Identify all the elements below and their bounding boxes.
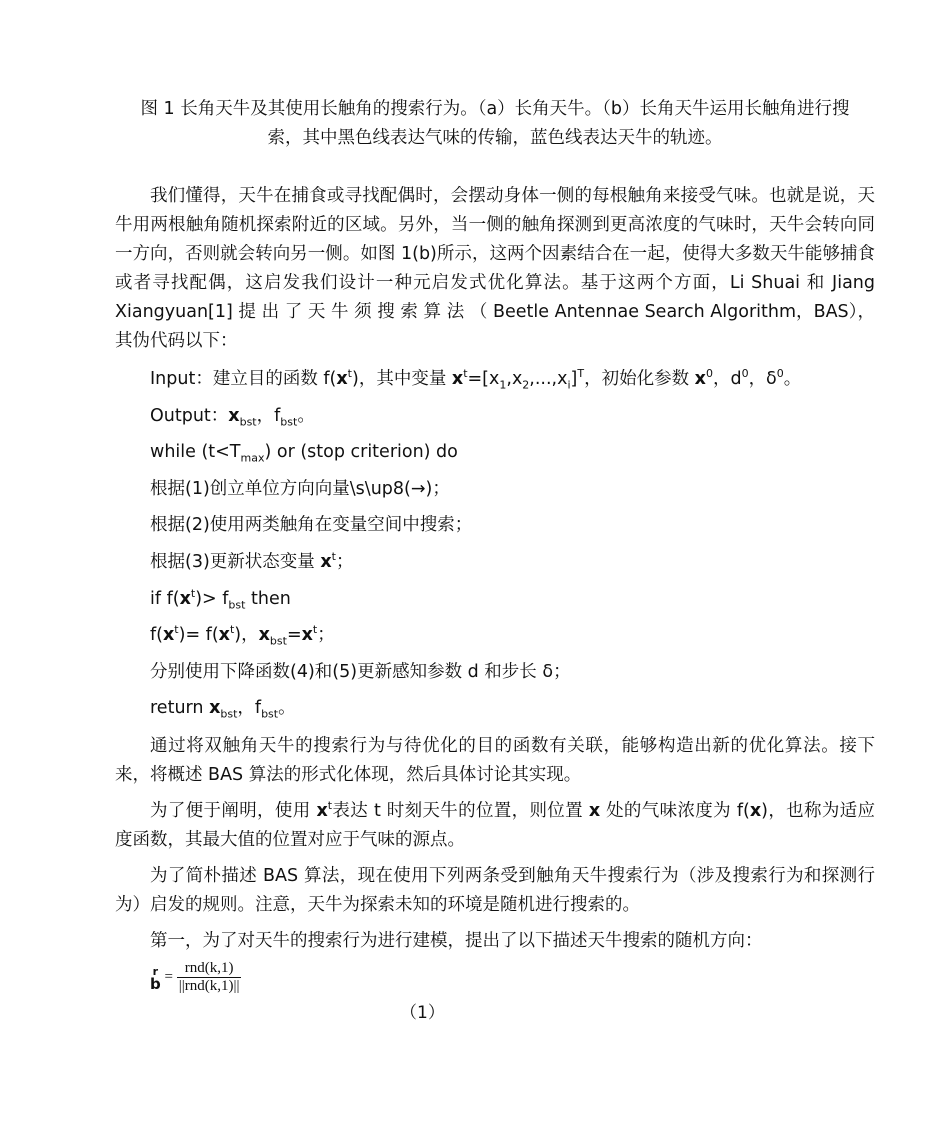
fraction-numerator: rnd(k,1) <box>177 960 242 978</box>
paragraph-rules-intro: 为了简朴描述 BAS 算法，现在使用下列两条受到触角天牛搜索行为（涉及搜索行为和探测行为）启发的规则。注意，天牛为探索未知的环境是随机进行搜索的。 <box>115 866 875 915</box>
equation-number: （1） <box>400 1003 445 1023</box>
pseudo-step-3: 根据(3)更新状态变量 $x^t$； <box>150 550 354 572</box>
pseudo-assign-line: $f(x^t)= f(x^t)$，$x_{bst}=x^t$； <box>150 623 335 648</box>
paragraph-random-direction: 第一，为了对天牛的搜索行为进行建模，提出了以下描述天牛搜索的随机方向： <box>150 931 763 951</box>
fraction-denominator: ||rnd(k,1)|| <box>178 978 240 994</box>
pseudo-output-line: Output：$x_{bst}$，$f_{bst}$。 <box>150 406 315 429</box>
pseudo-step-4: 分别使用下降函数(4)和(5)更新感知参数 d 和步长 δ； <box>150 662 571 682</box>
paragraph-position-definition: 为了便于阐明，使用 $x^t$表达 t 时刻天牛的位置，则位置 x 处的气味浓度为 f(x)，也称为适应度函数，其最大值的位置对应于气味的源点。 <box>115 799 876 850</box>
intro-paragraph: 我们懂得，天牛在捕食或寻找配偶时，会摆动身体一侧的每根触角来接受气味。也就是说，天牛用两根触角随机探索附近的区域。另外，当一侧的触角探测到更高浓度的气味时，天牛会转向同一方向，否则就会转向另一侧。如图 1(b)所示，这两个因素结合在一起，使得大多数天牛能够捕食或者寻找配偶，这启发我们设计一种元启发式优化算法。基于这两个方面，Li Shuai 和 Jiang Xiangyuan[1] 提 出 了 天 牛 须 搜 索 算 法 （ Beetle Antennae Search Algorithm，BAS），其伪代码以下： <box>115 186 875 351</box>
pseudo-step-1: 根据(1)创立单位方向向量\s\up8(→)； <box>150 479 450 499</box>
figure-caption <box>115 95 875 153</box>
equation-1: r b = $\frac{\text{rnd(k,1)}}{\text{||rnd(k,1)||}}$ <box>150 960 240 994</box>
caption-line-1: 图 1 长角天牛及其使用长触角的搜索行为。（a）长角天牛。（b）长角天牛运用长触角进行搜 <box>140 99 850 119</box>
pseudo-input-line: Input：建立目的函数 $f(x^t)$，其中变量 $x^t=[x_1,x_2,...,x_i]^T$，初始化参数 $x^0$，$d^0$，$\delta^0$。 <box>150 367 802 392</box>
vector-arrow-mark: r <box>152 964 159 978</box>
pseudo-while-line: while $(t<T_{max})$ or (stop criterion) do <box>150 442 458 465</box>
pseudo-return-line: return $x_{bst}$，$f_{bst}$。 <box>150 698 296 721</box>
pseudo-step-2: 根据(2)使用两类触角在变量空间中搜索； <box>150 515 473 535</box>
pseudo-if-line: if $f(x^t)> f_{bst}$ then <box>150 587 291 612</box>
caption-line-2: 索，其中黑色线表达气味的传输，蓝色线表达天牛的轨迹。 <box>267 128 723 148</box>
vector-b: b <box>150 974 161 993</box>
paragraph-bas-formalization: 通过将双触角天牛的搜索行为与待优化的目的函数有关联，能够构造出新的优化算法。接下来，将概述 BAS 算法的形式化体现，然后具体讨论其实现。 <box>115 736 875 785</box>
